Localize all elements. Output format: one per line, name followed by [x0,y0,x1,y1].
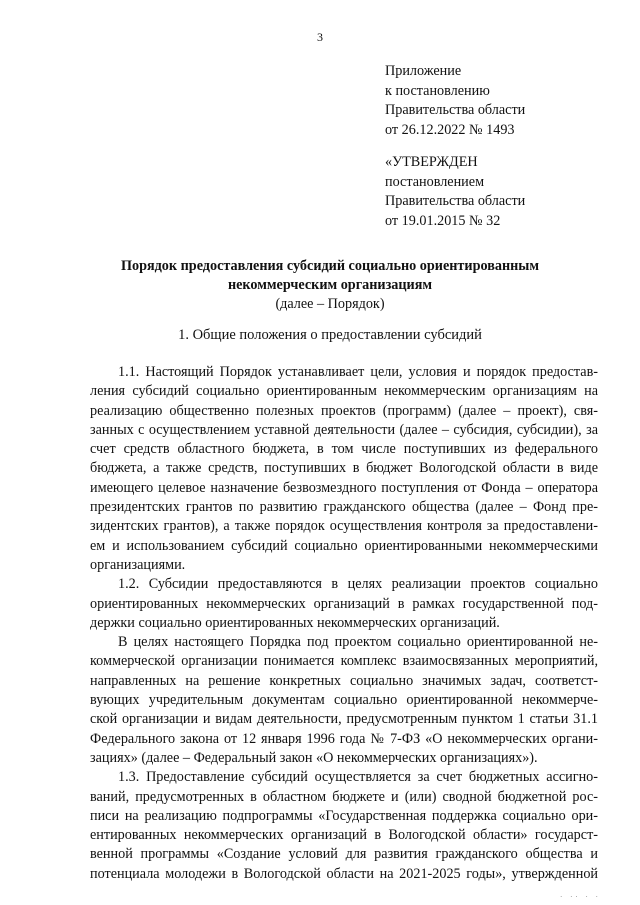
paragraph [90,768,598,884]
text-line: зидентских грантов), а также порядок осуществления контроля за предоставлени- [90,518,598,535]
paragraph [90,633,598,768]
appendix-line: к постановлению [385,82,490,99]
text-line: ем и использованием субсидий социально ориентированными некоммерческими [90,537,598,554]
text-line: коммерческой организации понимается комплекс взаимосвязанных мероприятий, [90,653,598,670]
document-title [60,257,600,314]
appendix-line: Приложение [385,63,462,79]
text-line: вующих учредительным документам социально ориентированной некоммерче- [90,692,598,709]
text-line: 1.1. Настоящий Порядок устанавливает цели, условия и порядок предостав- [118,364,598,380]
text-line: держки социально ориентированных некоммерческих организаций. [90,614,500,631]
text-line: писи на реализацию подпрограммы «Государственная поддержка социально ори- [90,807,598,824]
text-line: организациями. [90,556,186,573]
text-line: ориентированных некоммерческих организаций в рамках государственной под- [90,595,598,612]
text-line: направленных на решение конкретных социально значимых задач, соответст- [90,672,598,689]
scan-artifact: · ·· · · [560,893,601,901]
page-number: 3 [317,30,323,44]
text-line: 1.3. Предоставление субсидий осуществляется за счет бюджетных ассигно- [118,769,598,786]
text-line: Федерального закона от 12 января 1996 года № 7-ФЗ «О некоммерческих органи- [90,730,598,747]
appendix-line: Правительства области [385,102,526,118]
text-line: венной программы «Создание условий для развития гражданского общества и [90,846,598,863]
approved-line: «УТВЕРЖДЕН [385,154,478,170]
section-heading: 1. Общие положения о предоставлении субсидий [178,327,482,343]
paragraph [90,363,598,575]
document-body [90,363,598,884]
text-line: ентированных некоммерческих организаций в Вологодской области» государст- [90,827,598,844]
text-line: занных с осуществлением уставной деятельности (далее – субсидия, субсидии), за [90,421,598,438]
title-line: некоммерческим организациям [227,277,433,293]
title-subline: (далее – Порядок) [275,296,385,312]
approved-line: постановлением [385,173,485,190]
text-line: имеющего целевое назначение безвозмездного поступления от Фонда – оператора [90,479,598,496]
text-line: президентских грантов по развитию гражданского общества (далее – Фонд пре- [90,499,598,516]
approved-line: от 19.01.2015 № 32 [385,212,501,229]
text-line: зациях» (далее – Федеральный закон «О некоммерческих организациях»). [90,749,538,766]
appendix-block [385,62,625,140]
text-line: счет средств областного бюджета, в том числе поступивших из федерального [90,441,598,458]
text-line: ваний, предусмотренных в областном бюджете и (или) сводной бюджетной рос- [90,788,598,805]
appendix-line: от 26.12.2022 № 1493 [385,121,515,138]
text-line: ления субсидий социально ориентированным некоммерческим организациям на [90,383,598,400]
approved-line: Правительства области [385,193,526,209]
text-line: В целях настоящего Порядка под проектом социально ориентированной не- [118,634,598,651]
approved-block [385,153,625,231]
text-line: бюджета, а также средств, поступивших в бюджет Вологодской области в виде [90,460,598,477]
paragraph [90,575,598,633]
text-line: реализацию общественно полезных проектов (программ) (далее – проект), свя- [90,402,598,419]
text-line: потенциала молодежи в Вологодской области на 2021-2025 годы», утвержденной [90,865,598,882]
title-line: Порядок предоставления субсидий социально ориентированным [120,258,540,274]
text-line: 1.2. Субсидии предоставляются в целях реализации проектов социально [118,576,598,593]
text-line: ской организации и видам деятельности, предусмотренным пунктом 1 статьи 31.1 [90,711,598,728]
